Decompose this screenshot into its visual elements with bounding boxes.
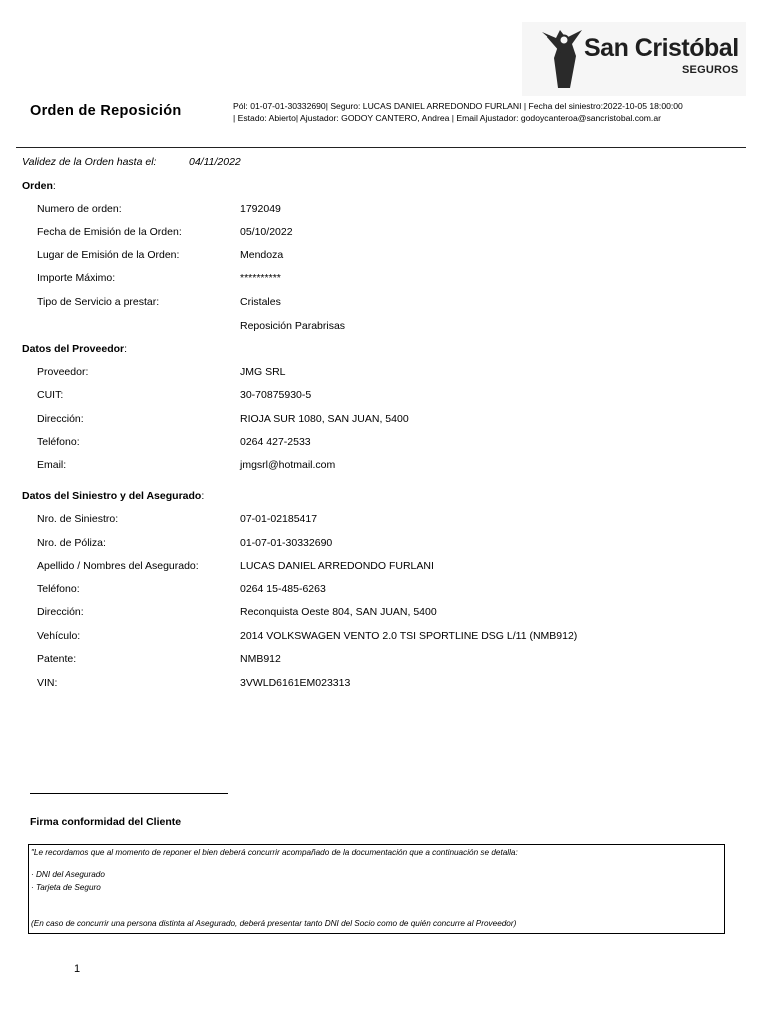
signature-line xyxy=(30,793,228,794)
field-value: 30-70875930-5 xyxy=(240,389,312,401)
validity-label: Validez de la Orden hasta el: xyxy=(22,156,157,168)
provider-cuit-row xyxy=(37,389,737,403)
notice-item-dni: · DNI del Asegurado xyxy=(31,870,105,879)
provider-address-row xyxy=(37,413,737,427)
validity-line xyxy=(22,156,241,168)
service-type-row xyxy=(37,296,737,310)
field-label: Teléfono: xyxy=(37,436,80,448)
notice-item-card: · Tarjeta de Seguro xyxy=(31,883,101,892)
field-value: 1792049 xyxy=(240,203,281,215)
policy-info: Pól: 01-07-01-30332690| Seguro: LUCAS DANIEL ARREDONDO FURLANI | Fecha del siniestro:2022-10-05 18:00:00 | Estado: Abierto| Ajustador: GODOY CANTERO, Andrea | Email Ajustador: godoycanteroa@sancristobal.com.ar xyxy=(233,101,683,123)
provider-phone-row xyxy=(37,436,737,450)
field-label: Email: xyxy=(37,459,67,471)
plate-row xyxy=(37,653,737,667)
claim-number-row xyxy=(37,513,737,527)
field-value: ********** xyxy=(240,272,281,284)
field-label: Dirección: xyxy=(37,413,84,425)
header-divider xyxy=(16,147,746,148)
field-label: VIN: xyxy=(37,677,58,689)
field-label: Importe Máximo: xyxy=(37,272,116,284)
section-heading-siniestro: Datos del Siniestro y del Asegurado: xyxy=(22,490,205,502)
service-detail-row xyxy=(37,320,737,334)
field-value: RIOJA SUR 1080, SAN JUAN, 5400 xyxy=(240,413,409,425)
field-label: Fecha de Emisión de la Orden: xyxy=(37,226,182,238)
field-label: CUIT: xyxy=(37,389,64,401)
field-value: Mendoza xyxy=(240,249,284,261)
field-value: Cristales xyxy=(240,296,281,308)
field-value: jmgsrl@hotmail.com xyxy=(240,459,336,471)
field-label: Numero de orden: xyxy=(37,203,122,215)
field-value: 0264 427-2533 xyxy=(240,436,311,448)
policy-number-row xyxy=(37,537,737,551)
field-value: 07-01-02185417 xyxy=(240,513,318,525)
brand-name: San Cristóbal xyxy=(584,34,739,62)
document-title: Orden de Reposición xyxy=(30,103,182,119)
field-label: Dirección: xyxy=(37,606,84,618)
field-label: Teléfono: xyxy=(37,583,80,595)
provider-email-row xyxy=(37,459,737,473)
field-value: 2014 VOLKSWAGEN VENTO 2.0 TSI SPORTLINE DSG L/11 (NMB912) xyxy=(240,630,578,642)
field-label: Tipo de Servicio a prestar: xyxy=(37,296,160,308)
field-value: LUCAS DANIEL ARREDONDO FURLANI xyxy=(240,560,434,572)
order-number-row xyxy=(37,203,737,217)
brand-subtitle: SEGUROS xyxy=(682,64,739,76)
issue-place-row xyxy=(37,249,737,263)
field-value: JMG SRL xyxy=(240,366,286,378)
field-label: Apellido / Nombres del Asegurado: xyxy=(37,560,199,572)
insured-address-row xyxy=(37,606,737,620)
notice-box xyxy=(28,844,725,934)
validity-date: 04/11/2022 xyxy=(189,156,241,168)
section-heading-proveedor: Datos del Proveedor: xyxy=(22,343,128,355)
field-label: Lugar de Emisión de la Orden: xyxy=(37,249,180,261)
notice-intro: "Le recordamos que al momento de reponer el bien deberá concurrir acompañado de la documentación que a continuación se detalla: xyxy=(31,848,518,857)
field-label: Proveedor: xyxy=(37,366,89,378)
company-logo xyxy=(522,22,746,96)
field-value: 3VWLD6161EM023313 xyxy=(240,677,351,689)
vehicle-row xyxy=(37,630,737,644)
field-value: Reposición Parabrisas xyxy=(240,320,346,332)
vin-row xyxy=(37,677,737,691)
insured-phone-row xyxy=(37,583,737,597)
max-amount-row xyxy=(37,272,737,286)
field-value: 0264 15-485-6263 xyxy=(240,583,326,595)
field-value: 05/10/2022 xyxy=(240,226,293,238)
page-number: 1 xyxy=(74,963,81,975)
field-value: 01-07-01-30332690 xyxy=(240,537,333,549)
section-heading-orden: Orden: xyxy=(22,180,56,192)
field-label: Vehículo: xyxy=(37,630,81,642)
field-value: Reconquista Oeste 804, SAN JUAN, 5400 xyxy=(240,606,437,618)
field-label: Nro. de Siniestro: xyxy=(37,513,119,525)
field-label: Nro. de Póliza: xyxy=(37,537,106,549)
provider-name-row xyxy=(37,366,737,380)
saint-figure-icon xyxy=(536,26,590,92)
issue-date-row xyxy=(37,226,737,240)
field-label: Patente: xyxy=(37,653,77,665)
signature-label: Firma conformidad del Cliente xyxy=(30,816,182,828)
notice-footer: (En caso de concurrir una persona distinta al Asegurado, deberá presentar tanto DNI del Socio como de quién concurre al Proveedor) xyxy=(31,919,517,928)
insured-name-row xyxy=(37,560,737,574)
field-value: NMB912 xyxy=(240,653,281,665)
